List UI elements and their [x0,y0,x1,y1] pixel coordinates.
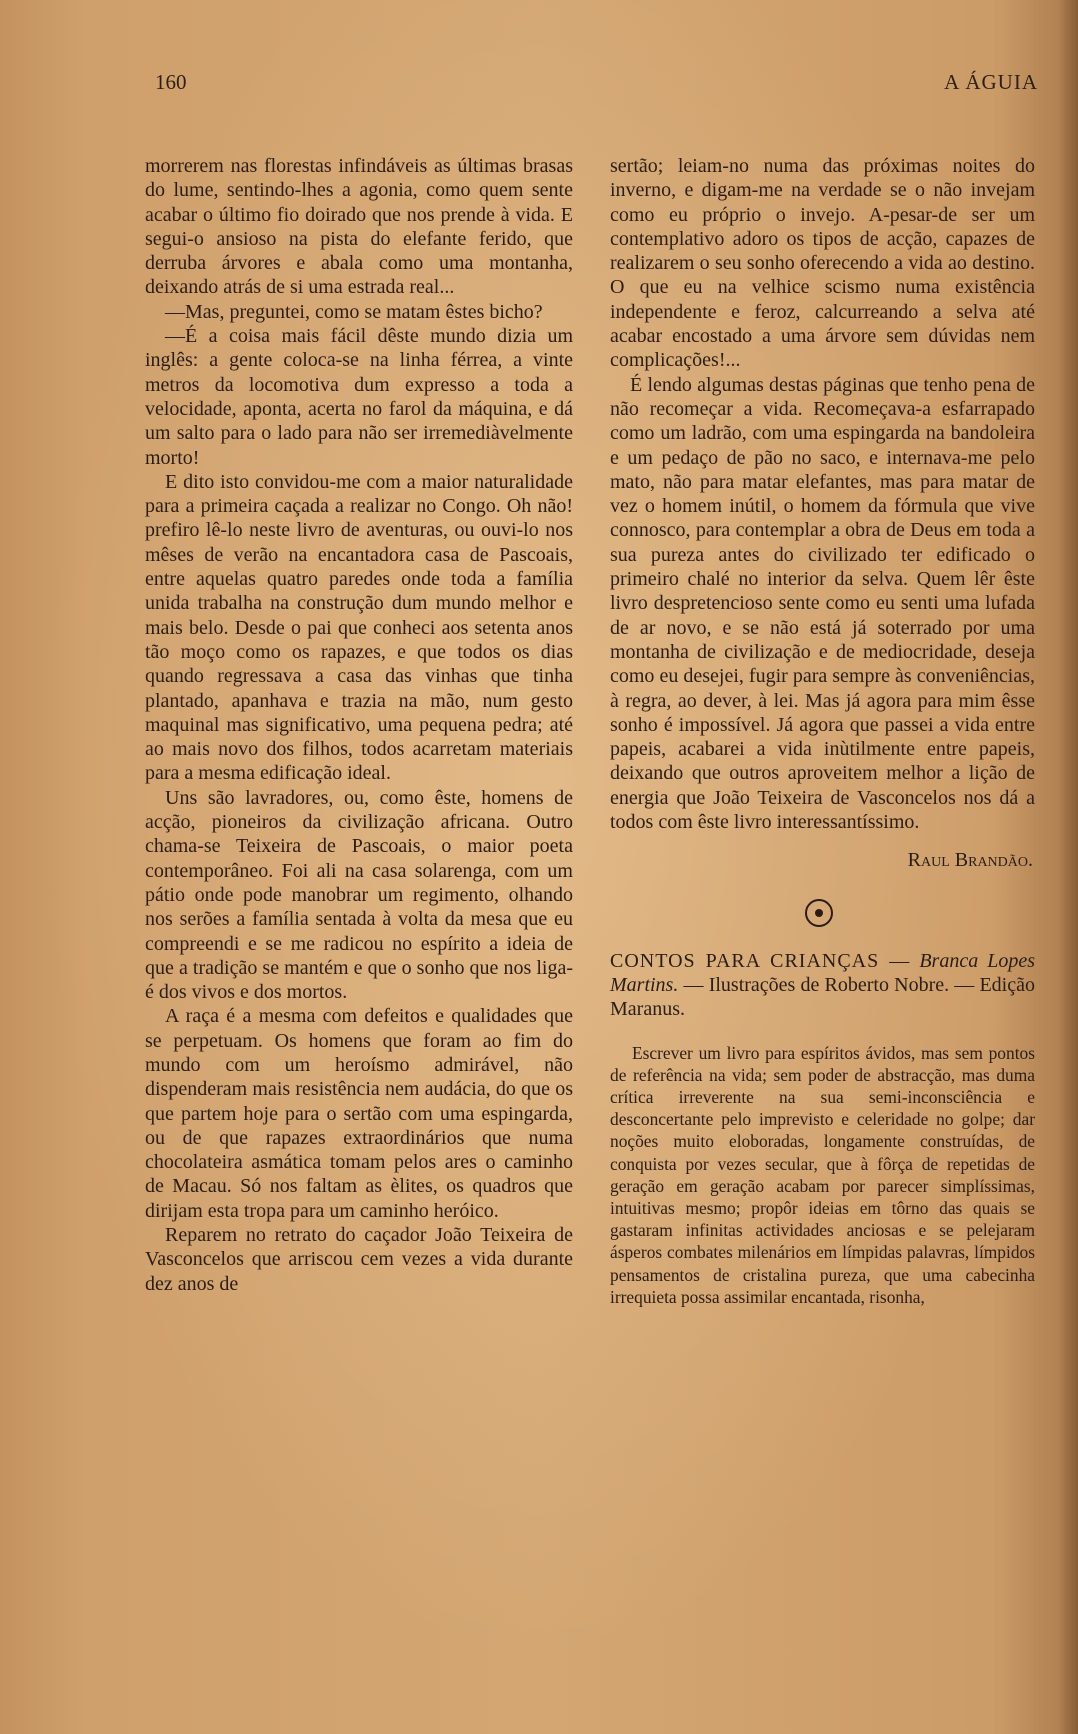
running-title: A ÁGUIA [944,70,1038,94]
review-details: — Ilustrações de Roberto Nobre. — Edição Maranus. [610,973,1035,1021]
paragraph: —É a coisa mais fácil dêste mundo dizia um inglês: a gente coloca-se na linha férrea, a vinte metros da locomotiva dum expresso a toda a velocidade, aponta, acerta no farol da máquina, e dá um salto para o lado para não ser irremediàvelmente morto! [145,325,573,469]
review-author: Branca Lopes Martins. [610,949,1035,996]
paragraph: Reparem no retrato do caçador João Teixeira de Vasconcelos que arriscou cem vezes a vida durante dez anos de [145,1224,573,1295]
paragraph: —Mas, preguntei, como se matam êstes bicho? [165,300,543,323]
page-header [0,70,1078,100]
left-column [145,154,573,1296]
author-signature: Raul Brandão. [907,849,1033,872]
page-number: 160 [155,70,187,94]
paragraph: E dito isto convidou-me com a maior naturalidade para a primeira caçada a realizar no Congo. Oh não! prefiro lê-lo neste livro de aventuras, ou ouvi-lo nos mêses de verão na encantadora casa de Pascoais, entre aquelas quatro paredes onde toda a família unida trabalha na construção dum mundo melhor e mais belo. Desde o pai que conheci aos setenta anos tão moço como os rapazes, e que todos os dias quando regressava a casa das vinhas que tinha plantado, apanhava e trazia na mão, num gesto maquinal mas significativo, uma pequena pedra; até ao mais novo dos filhos, todos acarretam materiais para a mesma edificação ideal. [145,470,573,785]
right-column [610,154,1035,1308]
paragraph: morrerem nas florestas infindáveis as últimas brasas do lume, sentindo-lhes a agonia, como quem sente acabar o último fio doirado que nos prende à vida. E segui-o ansioso na pista do elefante ferido, que derruba árvores e abala como uma montanha, deixando atrás de si uma estrada real... [145,155,573,299]
review-title: CONTOS PARA CRIANÇAS — [610,949,911,972]
review-body [610,1042,1035,1308]
paragraph: A raça é a mesma com defeitos e qualidades que se perpetuam. Os homens que foram ao fim do mundo com um heroísmo admirável, não dispenderam mais resistência nem audácia, do que os que partem hoje para o sertão com uma espingarda, ou de que rapazes extraordinários que numa chocolateira asmática tomam pelos ares o caminho de Macau. Só nos faltam as èlites, os quadros que dirijam esta tropa para um caminho heróico. [145,1005,573,1222]
review-heading [610,949,1035,1022]
paragraph: sertão; leiam-no numa das próximas noites do inverno, e digam-me na verdade se o não invejam como eu próprio o invejo. A-pesar-de ser um contemplativo adoro os tipos de acção, capazes de realizarem o seu sonho oferecendo a vida ao destino. O que eu na velhice scismo numa existência independente e feroz, calcurreando a selva até acabar encostado a uma árvore sem dúvidas nem complicações!... [610,155,1035,372]
paragraph: É lendo algumas destas páginas que tenho pena de não recomeçar a vida. Recomeçava-a esfarrapado como um ladrão, com uma espingarda na bandoleira e um pedaço de pão no saco, e internava-me pelo mato, não para matar elefantes, mas para matar de vez o homem inútil, o homem da fórmula que vive connosco, para contemplar a obra de Deus em toda a sua pureza antes do civilizado ter edificado o primeiro chalé no interior da selva. Quem lêr êste livro despretencioso sente como eu senti uma lufada de ar novo, e se não está já soterrado por uma montanha de civilização e de mediocridade, deseja como eu desejei, fugir para sempre às conveniências, à regra, ao dever, à lei. Mas já agora para mim êsse sonho é impossível. Já agora que passei a vida entre papeis, acabarei a vida inùtilmente entre papeis, deixando que outros aproveitem melhor a lição de energia que João Teixeira de Vasconcelos nos dá a todos com êste livro interessantíssimo. [610,373,1035,834]
page-edge-shadow [1058,0,1078,1734]
ornament-icon [805,899,833,927]
paragraph: Uns são lavradores, ou, como êste, homens de acção, pioneiros da civilização africana. Outro chama-se Teixeira de Pascoais, o maior poeta contemporâneo. Foi ali na casa solarenga, com um pátio onde pode manobrar um regimento, olhando nos serões a família sentada à volta da mesa que eu compreendi e se me radicou no espírito a ideia de que a tradição se mantém e que o sonho que nos liga-é dos vivos e dos mortos. [145,786,573,1004]
paragraph: Escrever um livro para espíritos ávidos, mas sem pontos de referência na vida; sem poder de abstracção, mas duma crítica irreverente na sua semi-inconsciência e desconcertante pelo imprevisto e celeridade no golpe; dar noções muito eloboradas, longamente construídas, de conquista por vezes secular, que à fôrça de repetidas de geração em geração acabam por parecer simplíssimas, intuitivas mesmo; propôr ideias em tôrno das quais se gastaram infinitas actividades anciosas e se pelejaram ásperos combates milenários em límpidas palavras, límpidos pensamentos de cristalina pureza, que uma cabecinha irrequieta possa assimilar encantada, risonha, [610,1042,1035,1307]
